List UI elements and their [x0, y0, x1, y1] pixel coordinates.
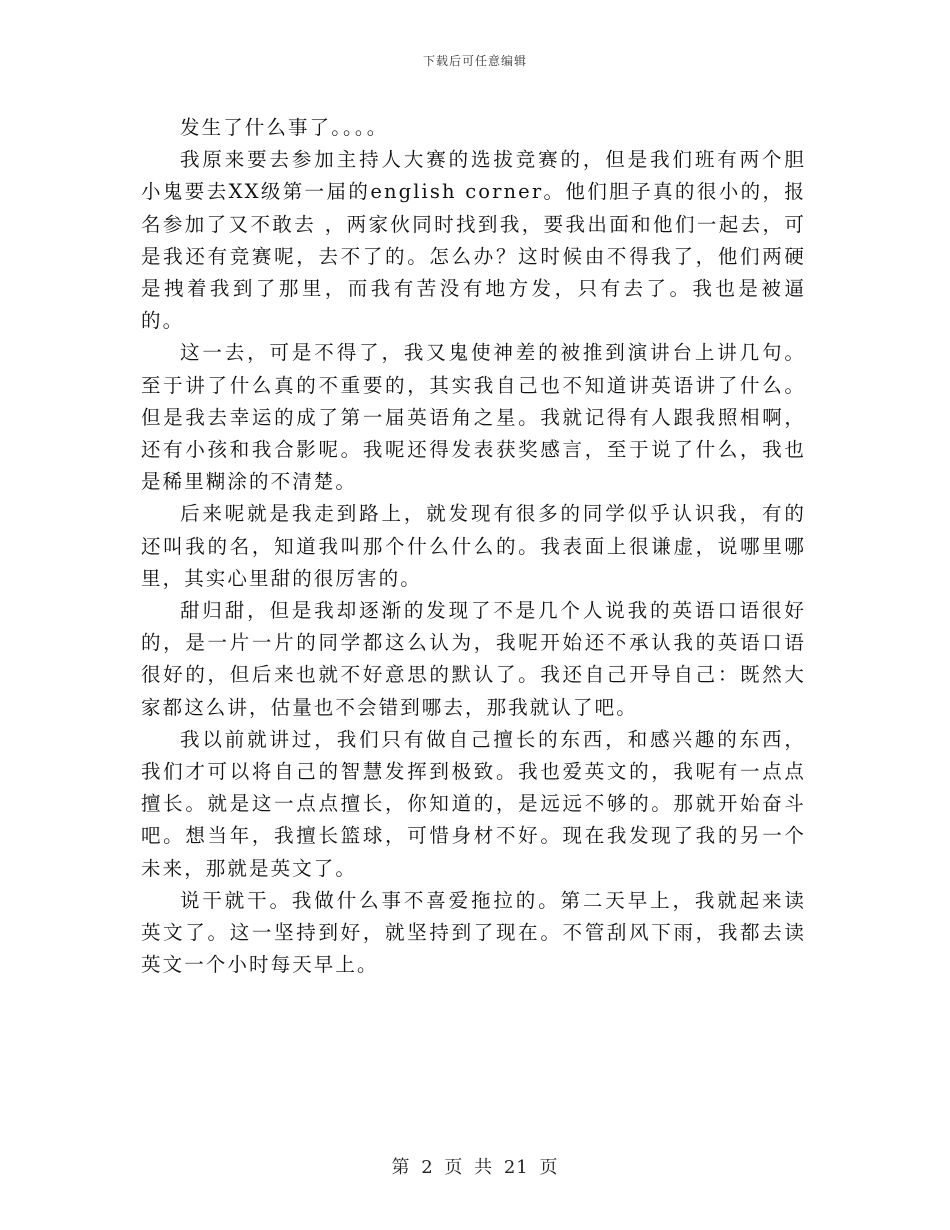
page-number-footer: 第 2 页 共 21 页 [391, 1157, 559, 1178]
paragraph-1: 发生了什么事了。。。。 [180, 116, 389, 139]
paragraph-2: 我原来要去参加主持人大赛的选拔竞赛的，但是我们班有两个胆小鬼要去XX级第一届的english corner。他们胆子真的很小的，报名参加了又不敢去 ，两家伙同时找到我，要我出面和他们一起去，可是我还有竞赛呢，去不了的。怎么办？这时候由不得我了，他们两硬是拽着我到了那里，而我有苦没有地方发，只有去了。我也是被逼的。 [141, 148, 806, 333]
document-body [141, 112, 806, 981]
paragraph-4: 后来呢就是我走到路上，就发现有很多的同学似乎认识我，有的还叫我的名，知道我叫那个什么什么的。我表面上很谦虚，说哪里哪里，其实心里甜的很厉害的。 [141, 502, 806, 590]
page-header: 下载后可任意编辑 [422, 54, 527, 68]
paragraph-5: 甜归甜，但是我却逐渐的发现了不是几个人说我的英语口语很好的，是一片一片的同学都这么认为，我呢开始还不承认我的英语口语很好的，但后来也就不好意思的默认了。我还自己开导自己：既然大家都这么讲，估量也不会错到哪去，那我就认了吧。 [141, 599, 806, 719]
paragraph-7: 说干就干。我做什么事不喜爱拖拉的。第二天早上，我就起来读英文了。这一坚持到好，就坚持到了现在。不管刮风下雨，我都去读英文一个小时每天早上。 [141, 888, 806, 977]
paragraph-6: 我以前就讲过，我们只有做自己擅长的东西，和感兴趣的东西，我们才可以将自己的智慧发挥到极致。我也爱英文的，我呢有一点点擅长。就是这一点点擅长，你知道的，是远远不够的。那就开始奋斗吧。想当年，我擅长篮球，可惜身材不好。现在我发现了我的另一个未来，那就是英文了。 [141, 727, 806, 880]
paragraph-3: 这一去，可是不得了，我又鬼使神差的被推到演讲台上讲几句。至于讲了什么真的不重要的，其实我自己也不知道讲英语讲了什么。但是我去幸运的成了第一届英语角之星。我就记得有人跟我照相啊，还有小孩和我合影呢。我呢还得发表获奖感言，至于说了什么，我也是稀里糊涂的不清楚。 [141, 341, 806, 494]
